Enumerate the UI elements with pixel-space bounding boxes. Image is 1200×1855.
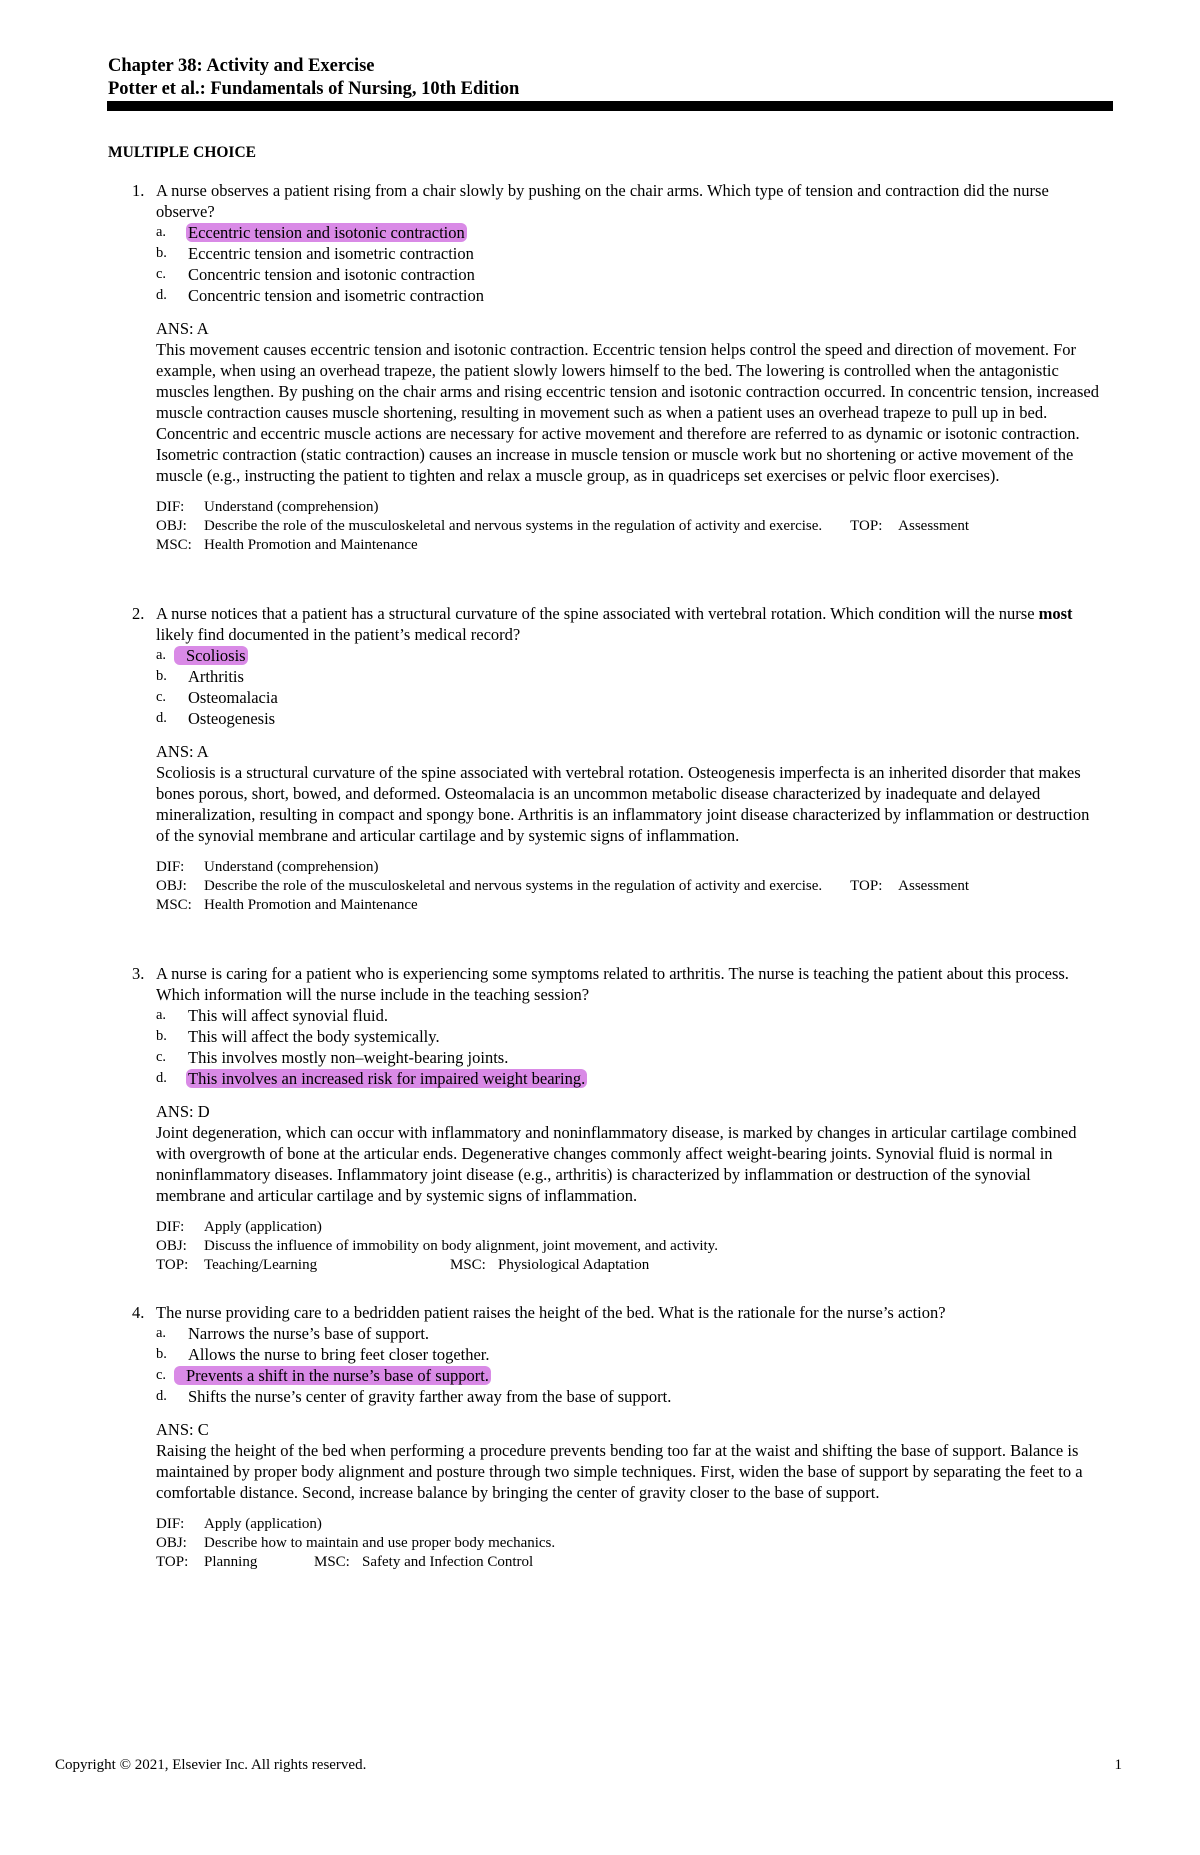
question-number: 1.	[132, 181, 145, 200]
difficulty: Apply (application)	[204, 1219, 322, 1235]
page-number: 1	[1114, 1757, 1122, 1773]
question-metadata: DIF: Understand (comprehension) OBJ: Describe the role of the musculoskeletal and nervous systems in the regulation of activity and exercise. TOP: Assessment MSC: Health Promotion and Maintenance	[156, 859, 969, 913]
difficulty: Understand (comprehension)	[204, 499, 379, 515]
question-stem: A nurse is caring for a patient who is experiencing some symptoms related to arthritis. The nurse is teaching the patient about this process. Which information will the nurse include in the teaching session?	[156, 964, 1069, 1004]
topic: Assessment	[898, 878, 969, 894]
option-d[interactable]: d. Osteogenesis	[156, 709, 276, 728]
option-d[interactable]: d. This involves an increased risk for impaired weight bearing.	[156, 1069, 586, 1088]
msc: Health Promotion and Maintenance	[204, 537, 418, 553]
option-c[interactable]: c. Concentric tension and isotonic contraction	[156, 265, 475, 284]
question-number: 3.	[132, 964, 145, 983]
document-header	[108, 55, 519, 101]
answer-key: ANS: C	[156, 1420, 209, 1439]
option-a[interactable]: a. This will affect synovial fluid.	[156, 1006, 388, 1025]
question-stem: A nurse notices that a patient has a structural curvature of the spine associated with vertebral rotation. Which condition will the nurse most likely find documented in the patient’s medical record?	[156, 604, 1073, 644]
objective: Discuss the influence of immobility on body alignment, joint movement, and activity.	[204, 1238, 718, 1254]
header-rule	[107, 101, 1113, 111]
option-d[interactable]: d. Concentric tension and isometric contraction	[156, 286, 484, 305]
option-b[interactable]: b. This will affect the body systemically.	[156, 1027, 440, 1046]
question-4	[132, 1302, 1104, 1572]
rationale: This movement causes eccentric tension and isotonic contraction. Eccentric tension helps control the speed and direction of movement. For example, when using an overhead trapeze, the patient slowly lowers himself to the bed. The lowering is controlled when the antagonistic muscles lengthen. By pushing on the chair arms and rising eccentric tension and isotonic contraction occurred. In concentric tension, increased muscle contraction causes muscle shortening, resulting in movement such as when a patient uses an overhead trapeze to pull up in bed. Concentric and eccentric muscle actions are necessary for active movement and therefore are referred to as dynamic or isotonic contraction. Isometric contraction (static contraction) causes an increase in muscle tension or muscle work but no shortening or active movement of the muscle (e.g., instructing the patient to tighten and relax a muscle group, as in quadriceps set exercises or pelvic floor exercises).	[156, 340, 1099, 485]
question-3	[132, 963, 1104, 1275]
option-a[interactable]: a. Scoliosis	[156, 646, 246, 665]
difficulty: Apply (application)	[204, 1516, 322, 1532]
answer-key: ANS: A	[156, 319, 209, 338]
objective: Describe the role of the musculoskeletal and nervous systems in the regulation of activity and exercise.	[204, 518, 823, 534]
option-c[interactable]: c. Prevents a shift in the nurse’s base of support.	[156, 1366, 489, 1385]
copyright-notice: Copyright © 2021, Elsevier Inc. All rights reserved.	[55, 1757, 367, 1773]
chapter-title: Chapter 38: Activity and Exercise	[108, 56, 375, 76]
option-b[interactable]: b. Eccentric tension and isometric contraction	[156, 244, 474, 263]
answer-key: ANS: A	[156, 742, 209, 761]
book-title: Potter et al.: Fundamentals of Nursing, 10th Edition	[108, 79, 520, 99]
answer-highlight: This involves an increased risk for impaired weight bearing.	[188, 1069, 586, 1088]
option-c[interactable]: c. Osteomalacia	[156, 688, 278, 707]
question-1	[132, 180, 1104, 555]
topic: Assessment	[898, 518, 969, 534]
rationale: Scoliosis is a structural curvature of the spine associated with vertebral rotation. Osteogenesis imperfecta is an inherited disorder that makes bones porous, short, bowed, and deformed. Osteomalacia is an uncommon metabolic disease characterized by inadequate and delayed mineralization, resulting in compact and spongy bone. Arthritis is an inflammatory joint disease characterized by inflammation or destruction of the synovial membrane and articular cartilage and by systemic signs of inflammation.	[156, 763, 1090, 845]
difficulty: Understand (comprehension)	[204, 859, 379, 875]
question-stem: The nurse providing care to a bedridden patient raises the height of the bed. What is the rationale for the nurse’s action?	[156, 1303, 946, 1322]
question-number: 4.	[132, 1303, 145, 1322]
option-b[interactable]: b. Allows the nurse to bring feet closer together.	[156, 1345, 490, 1364]
answer-highlight: Scoliosis	[174, 646, 248, 665]
question-number: 2.	[132, 604, 145, 623]
section-title: MULTIPLE CHOICE	[108, 144, 256, 161]
objective: Describe the role of the musculoskeletal and nervous systems in the regulation of activity and exercise.	[204, 878, 823, 894]
answer-highlight: Prevents a shift in the nurse’s base of support.	[174, 1366, 491, 1385]
msc: Physiological Adaptation	[498, 1257, 650, 1273]
topic: Teaching/Learning	[204, 1257, 318, 1273]
answer-key: ANS: D	[156, 1102, 210, 1121]
topic: Planning	[204, 1554, 258, 1570]
option-b[interactable]: b. Arthritis	[156, 667, 244, 686]
question-metadata: DIF: Apply (application) OBJ: Describe how to maintain and use proper body mechanics. TOP: Planning MSC: Safety and Infection Control	[156, 1516, 556, 1570]
question-metadata: DIF: Understand (comprehension) OBJ: Describe the role of the musculoskeletal and nervous systems in the regulation of activity and exercise. TOP: Assessment MSC: Health Promotion and Maintenance	[156, 499, 969, 553]
option-d[interactable]: d. Shifts the nurse’s center of gravity farther away from the base of support.	[156, 1387, 672, 1406]
msc: Safety and Infection Control	[362, 1554, 534, 1570]
rationale: Joint degeneration, which can occur with inflammatory and noninflammatory disease, is marked by changes in articular cartilage combined with overgrowth of bone at the articular ends. Degenerative changes commonly affect weight-bearing joints. Synovial fluid is normal in noninflammatory diseases. Inflammatory joint disease (e.g., arthritis) is characterized by inflammation or destruction of the synovial membrane and articular cartilage and by systemic signs of inflammation.	[156, 1123, 1077, 1205]
msc: Health Promotion and Maintenance	[204, 897, 418, 913]
option-a[interactable]: a. Eccentric tension and isotonic contraction	[156, 223, 465, 242]
rationale: Raising the height of the bed when performing a procedure prevents bending too far at the waist and shifting the base of support. Balance is maintained by proper body alignment and posture through two simple techniques. First, widen the base of support by separating the feet to a comfortable distance. Second, increase balance by bringing the center of gravity closer to the base of support.	[156, 1441, 1083, 1502]
option-c[interactable]: c. This involves mostly non–weight-bearing joints.	[156, 1048, 509, 1067]
objective: Describe how to maintain and use proper body mechanics.	[204, 1535, 556, 1551]
question-2	[132, 603, 1104, 915]
option-a[interactable]: a. Narrows the nurse’s base of support.	[156, 1324, 430, 1343]
question-metadata: DIF: Apply (application) OBJ: Discuss the influence of immobility on body alignment, joint movement, and activity. TOP: Teaching/Learning MSC: Physiological Adaptation	[156, 1219, 718, 1273]
question-stem: A nurse observes a patient rising from a chair slowly by pushing on the chair arms. Which type of tension and contraction did the nurse observe?	[156, 181, 1049, 221]
answer-highlight: Eccentric tension and isotonic contraction	[188, 223, 465, 242]
